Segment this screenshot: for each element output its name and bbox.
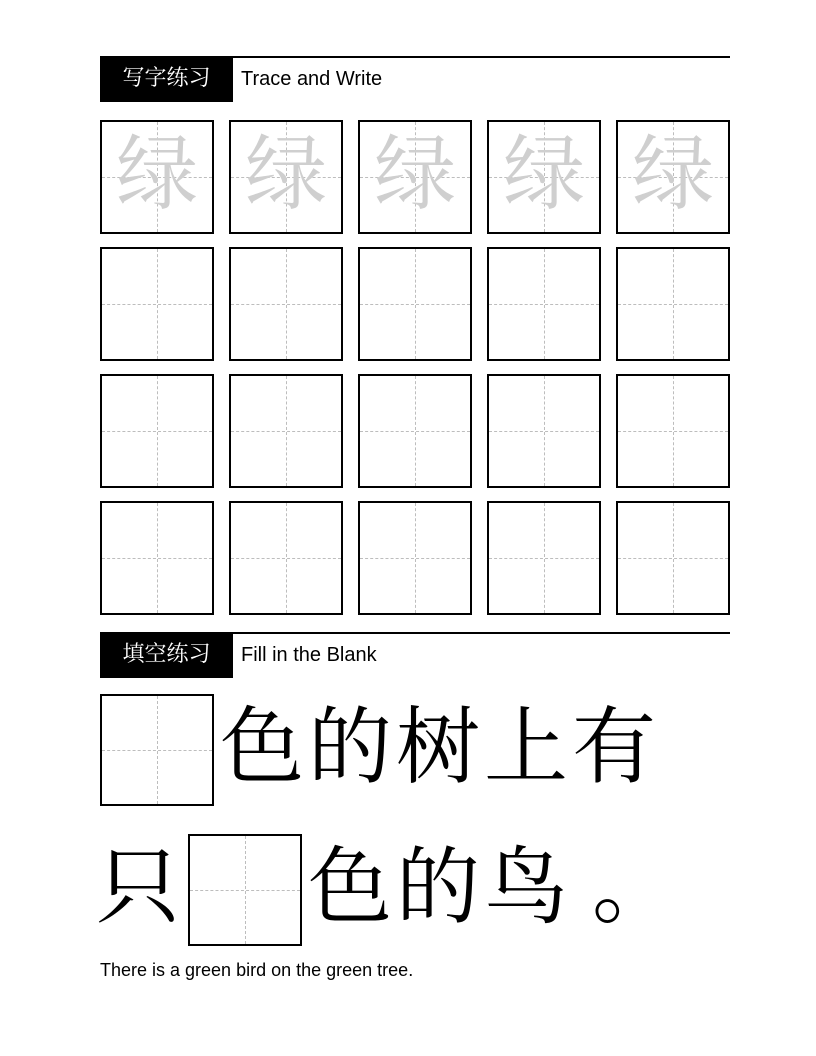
guide-horizontal <box>360 558 470 559</box>
trace-character: 绿 <box>244 127 327 222</box>
practice-box[interactable] <box>616 501 730 615</box>
guide-horizontal <box>489 304 599 305</box>
trace-character: 绿 <box>373 127 456 222</box>
blank-box-2[interactable] <box>188 834 302 946</box>
guide-horizontal <box>489 431 599 432</box>
guide-horizontal <box>102 304 212 305</box>
guide-horizontal <box>102 558 212 559</box>
guide-horizontal <box>618 304 728 305</box>
guide-horizontal <box>231 431 341 432</box>
trace-box[interactable] <box>100 120 214 234</box>
guide-horizontal <box>190 890 300 891</box>
practice-box[interactable] <box>100 501 214 615</box>
sentence-line-1: 色的树上有 <box>220 698 661 796</box>
guide-horizontal <box>618 558 728 559</box>
trace-box[interactable] <box>358 120 472 234</box>
sentence-period: 。 <box>592 838 681 936</box>
blank-box-1[interactable] <box>100 694 214 806</box>
trace-character: 绿 <box>502 127 585 222</box>
trace-section-label-cn: 写字练习 <box>100 56 233 102</box>
practice-box[interactable] <box>616 247 730 361</box>
practice-box[interactable] <box>100 247 214 361</box>
trace-character: 绿 <box>631 127 714 222</box>
guide-horizontal <box>360 431 470 432</box>
translation-text: There is a green bird on the green tree. <box>100 960 414 980</box>
trace-box[interactable] <box>487 120 601 234</box>
practice-box[interactable] <box>229 374 343 488</box>
guide-horizontal <box>231 304 341 305</box>
practice-box[interactable] <box>487 374 601 488</box>
sentence-line-2-suffix: 色的鸟 <box>308 838 573 936</box>
trace-character: 绿 <box>115 127 198 222</box>
practice-box[interactable] <box>487 501 601 615</box>
trace-section-header <box>100 56 730 102</box>
practice-box[interactable] <box>229 247 343 361</box>
guide-horizontal <box>102 750 212 751</box>
practice-box[interactable] <box>616 374 730 488</box>
practice-box[interactable] <box>358 501 472 615</box>
practice-box[interactable] <box>358 374 472 488</box>
guide-horizontal <box>618 431 728 432</box>
trace-box[interactable] <box>229 120 343 234</box>
guide-horizontal <box>360 304 470 305</box>
blank-section-header <box>100 632 730 678</box>
blank-section-label-en: Fill in the Blank <box>241 644 377 666</box>
blank-section-label-cn: 填空练习 <box>100 632 233 678</box>
trace-section-label-en: Trace and Write <box>241 68 383 90</box>
trace-box[interactable] <box>616 120 730 234</box>
sentence-line-2-prefix: 只 <box>96 838 185 936</box>
practice-box[interactable] <box>487 247 601 361</box>
practice-box[interactable] <box>100 374 214 488</box>
guide-horizontal <box>102 431 212 432</box>
guide-horizontal <box>489 558 599 559</box>
practice-box[interactable] <box>358 247 472 361</box>
practice-box[interactable] <box>229 501 343 615</box>
guide-horizontal <box>231 558 341 559</box>
